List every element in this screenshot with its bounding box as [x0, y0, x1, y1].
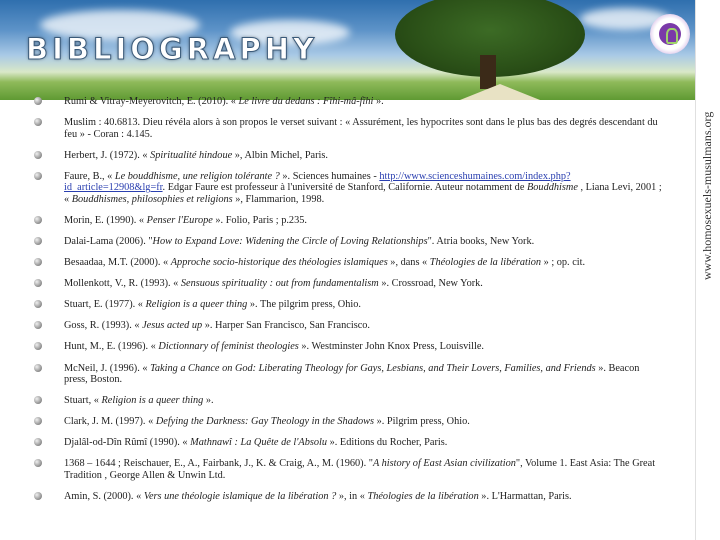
bibliography-item — [34, 341, 664, 353]
reference-text: Le bouddhisme, une religion tolérante ? — [114, 170, 280, 182]
bullet-icon — [34, 97, 42, 105]
reference-text: ». Pilgrim press, Ohio. — [374, 416, 470, 428]
reference-text: 1368 – 1644 ; Reischauer, E., A., Fairbank, J., K. & Craig, A., M. (1960). " — [64, 458, 373, 470]
reference-text: Vers une théologie islamique de la libération ? — [143, 491, 337, 502]
reference-text: Stuart, E. (1977). « — [64, 299, 146, 311]
bullet-icon — [34, 258, 42, 266]
reference-text: ", Volume 1. East Asia: The Great Tradition , George Allen & Unwin Ltd. — [64, 458, 656, 481]
reference-text: Bouddhismes, philosophies et religions — [71, 193, 233, 205]
bibliography-item — [34, 416, 664, 428]
bullet-icon — [34, 216, 42, 224]
bibliography-item — [34, 215, 664, 227]
bullet-icon — [34, 172, 42, 180]
bibliography-item — [34, 395, 664, 407]
reference-link[interactable]: http://www.scienceshumaines.com/index.php?id_article=12908&lg=fr — [64, 170, 571, 194]
reference-text: Mollenkott, V., R. (1993). « — [64, 278, 181, 290]
reference-text: McNeil, J. (1996). « — [64, 362, 151, 374]
reference-text: ». Sciences humaines - — [279, 170, 380, 182]
reference-text: Approche socio-historique des théologies islamiques — [170, 257, 388, 269]
reference-text: Clark, J. M. (1997). « — [64, 416, 156, 428]
reference-text: ». Folio, Paris ; p.235. — [212, 214, 307, 226]
reference-text: ». L'Harmattan, Paris. — [478, 491, 572, 502]
bullet-icon — [34, 118, 42, 126]
reference-text: Besaadaa, M.T. (2000). « — [64, 257, 171, 269]
reference-text: ». Editions du Rocher, Paris. — [327, 437, 448, 449]
reference-text: ». — [203, 395, 214, 407]
reference-text: », in « — [336, 491, 368, 502]
reference-text: Stuart, « — [64, 395, 102, 407]
bullet-icon — [34, 364, 42, 372]
reference-text: Penser l'Europe — [146, 214, 213, 226]
bullet-icon — [34, 459, 42, 467]
site-url-vertical: www.homosexuels-musulmans.org — [700, 111, 714, 280]
bibliography-item — [34, 491, 664, 503]
reference-text: Goss, R. (1993). « — [64, 320, 143, 332]
bibliography-item — [34, 236, 664, 248]
site-logo — [650, 14, 690, 54]
reference-text: ». — [373, 96, 384, 107]
bibliography-item — [34, 299, 664, 311]
bullet-icon — [34, 438, 42, 446]
bibliography-item — [34, 278, 664, 290]
reference-text: ». Westminster John Knox Press, Louisville. — [298, 341, 484, 353]
reference-text: , Liana Levi, 2001 ; « — [64, 182, 662, 205]
reference-text: Rumi & Vitray-Meyerovitch, E. (2010). « — [64, 96, 239, 107]
reference-text: Djalâl-od-Dîn Rûmî (1990). « — [64, 437, 191, 449]
page-title: BIBLIOGRAPHY — [26, 32, 319, 66]
reference-text: », Flammarion, 1998. — [232, 193, 325, 205]
bullet-icon — [34, 396, 42, 404]
reference-text: Faure, B., « — [64, 170, 115, 182]
bibliography-list — [34, 96, 664, 512]
reference-text: », Albin Michel, Paris. — [232, 149, 328, 161]
reference-text: » ; op. cit. — [541, 257, 586, 269]
reference-text: Théologies de la libération — [367, 491, 479, 502]
reference-text: Dictionnary of feminist theologies — [158, 341, 299, 353]
reference-text: A history of East Asian civilization — [372, 458, 516, 470]
reference-text: Théologies de la libération — [429, 257, 542, 269]
bullet-icon — [34, 279, 42, 287]
bibliography-item — [34, 437, 664, 449]
reference-text: ». Beacon press, Boston. — [64, 362, 640, 386]
bibliography-item — [34, 117, 664, 140]
reference-text: ". Atria books, New York. — [427, 235, 535, 247]
reference-text: Religion is a queer thing — [145, 299, 248, 311]
reference-text: Le livre du dedans : Fîhi-mâ-fîhi — [238, 96, 374, 107]
bullet-icon — [34, 151, 42, 159]
bullet-icon — [34, 300, 42, 308]
bibliography-item — [34, 150, 664, 162]
reference-text: Dalai-Lama (2006). " — [64, 235, 153, 247]
bullet-icon — [34, 237, 42, 245]
bibliography-item — [34, 96, 664, 108]
reference-text: Spiritualité hindoue — [150, 149, 233, 161]
bibliography-item — [34, 363, 664, 386]
reference-text: Mathnawî : La Quête de l'Absolu — [190, 437, 328, 449]
reference-text: Herbert, J. (1972). « — [64, 149, 151, 161]
reference-text: Defying the Darkness: Gay Theology in the Shadows — [155, 416, 375, 428]
bullet-icon — [34, 492, 42, 500]
bibliography-item — [34, 320, 664, 332]
reference-text: Hunt, M., E. (1996). « — [64, 341, 159, 353]
bullet-icon — [34, 321, 42, 329]
reference-text: », dans « — [387, 257, 430, 269]
reference-text: Morin, E. (1990). « — [64, 214, 147, 226]
reference-text: Muslim : 40.6813. Dieu révéla alors à son propos le verset suivant : « Assurément, les hypocrites sont dans le plus bas des degrés descendant du feu » - Coran : 4.145. — [64, 117, 658, 140]
reference-text: ». Harper San Francisco, San Francisco. — [202, 320, 370, 332]
bullet-icon — [34, 417, 42, 425]
bullet-icon — [34, 342, 42, 350]
bibliography-item — [34, 458, 664, 481]
reference-text: ». Crossroad, New York. — [378, 278, 483, 290]
reference-text: Jesus acted up — [142, 320, 203, 332]
bibliography-item — [34, 171, 664, 206]
reference-text: Religion is a queer thing — [101, 395, 204, 407]
reference-text: Bouddhisme — [526, 182, 578, 194]
reference-text: . Edgar Faure est professeur à l'université de Stanford, Californie. Auteur notamment de — [162, 182, 527, 194]
bibliography-item — [34, 257, 664, 269]
reference-text: ». The pilgrim press, Ohio. — [247, 299, 361, 311]
reference-text: How to Expand Love: Widening the Circle of Loving Relationships — [152, 235, 428, 247]
reference-text: Taking a Chance on God: Liberating Theology for Gays, Lesbians, and Their Lovers, Families, and Friends — [150, 362, 596, 374]
reference-text: Sensuous spirituality : out from fundamentalism — [180, 278, 379, 290]
reference-text: Amin, S. (2000). « — [64, 491, 144, 502]
